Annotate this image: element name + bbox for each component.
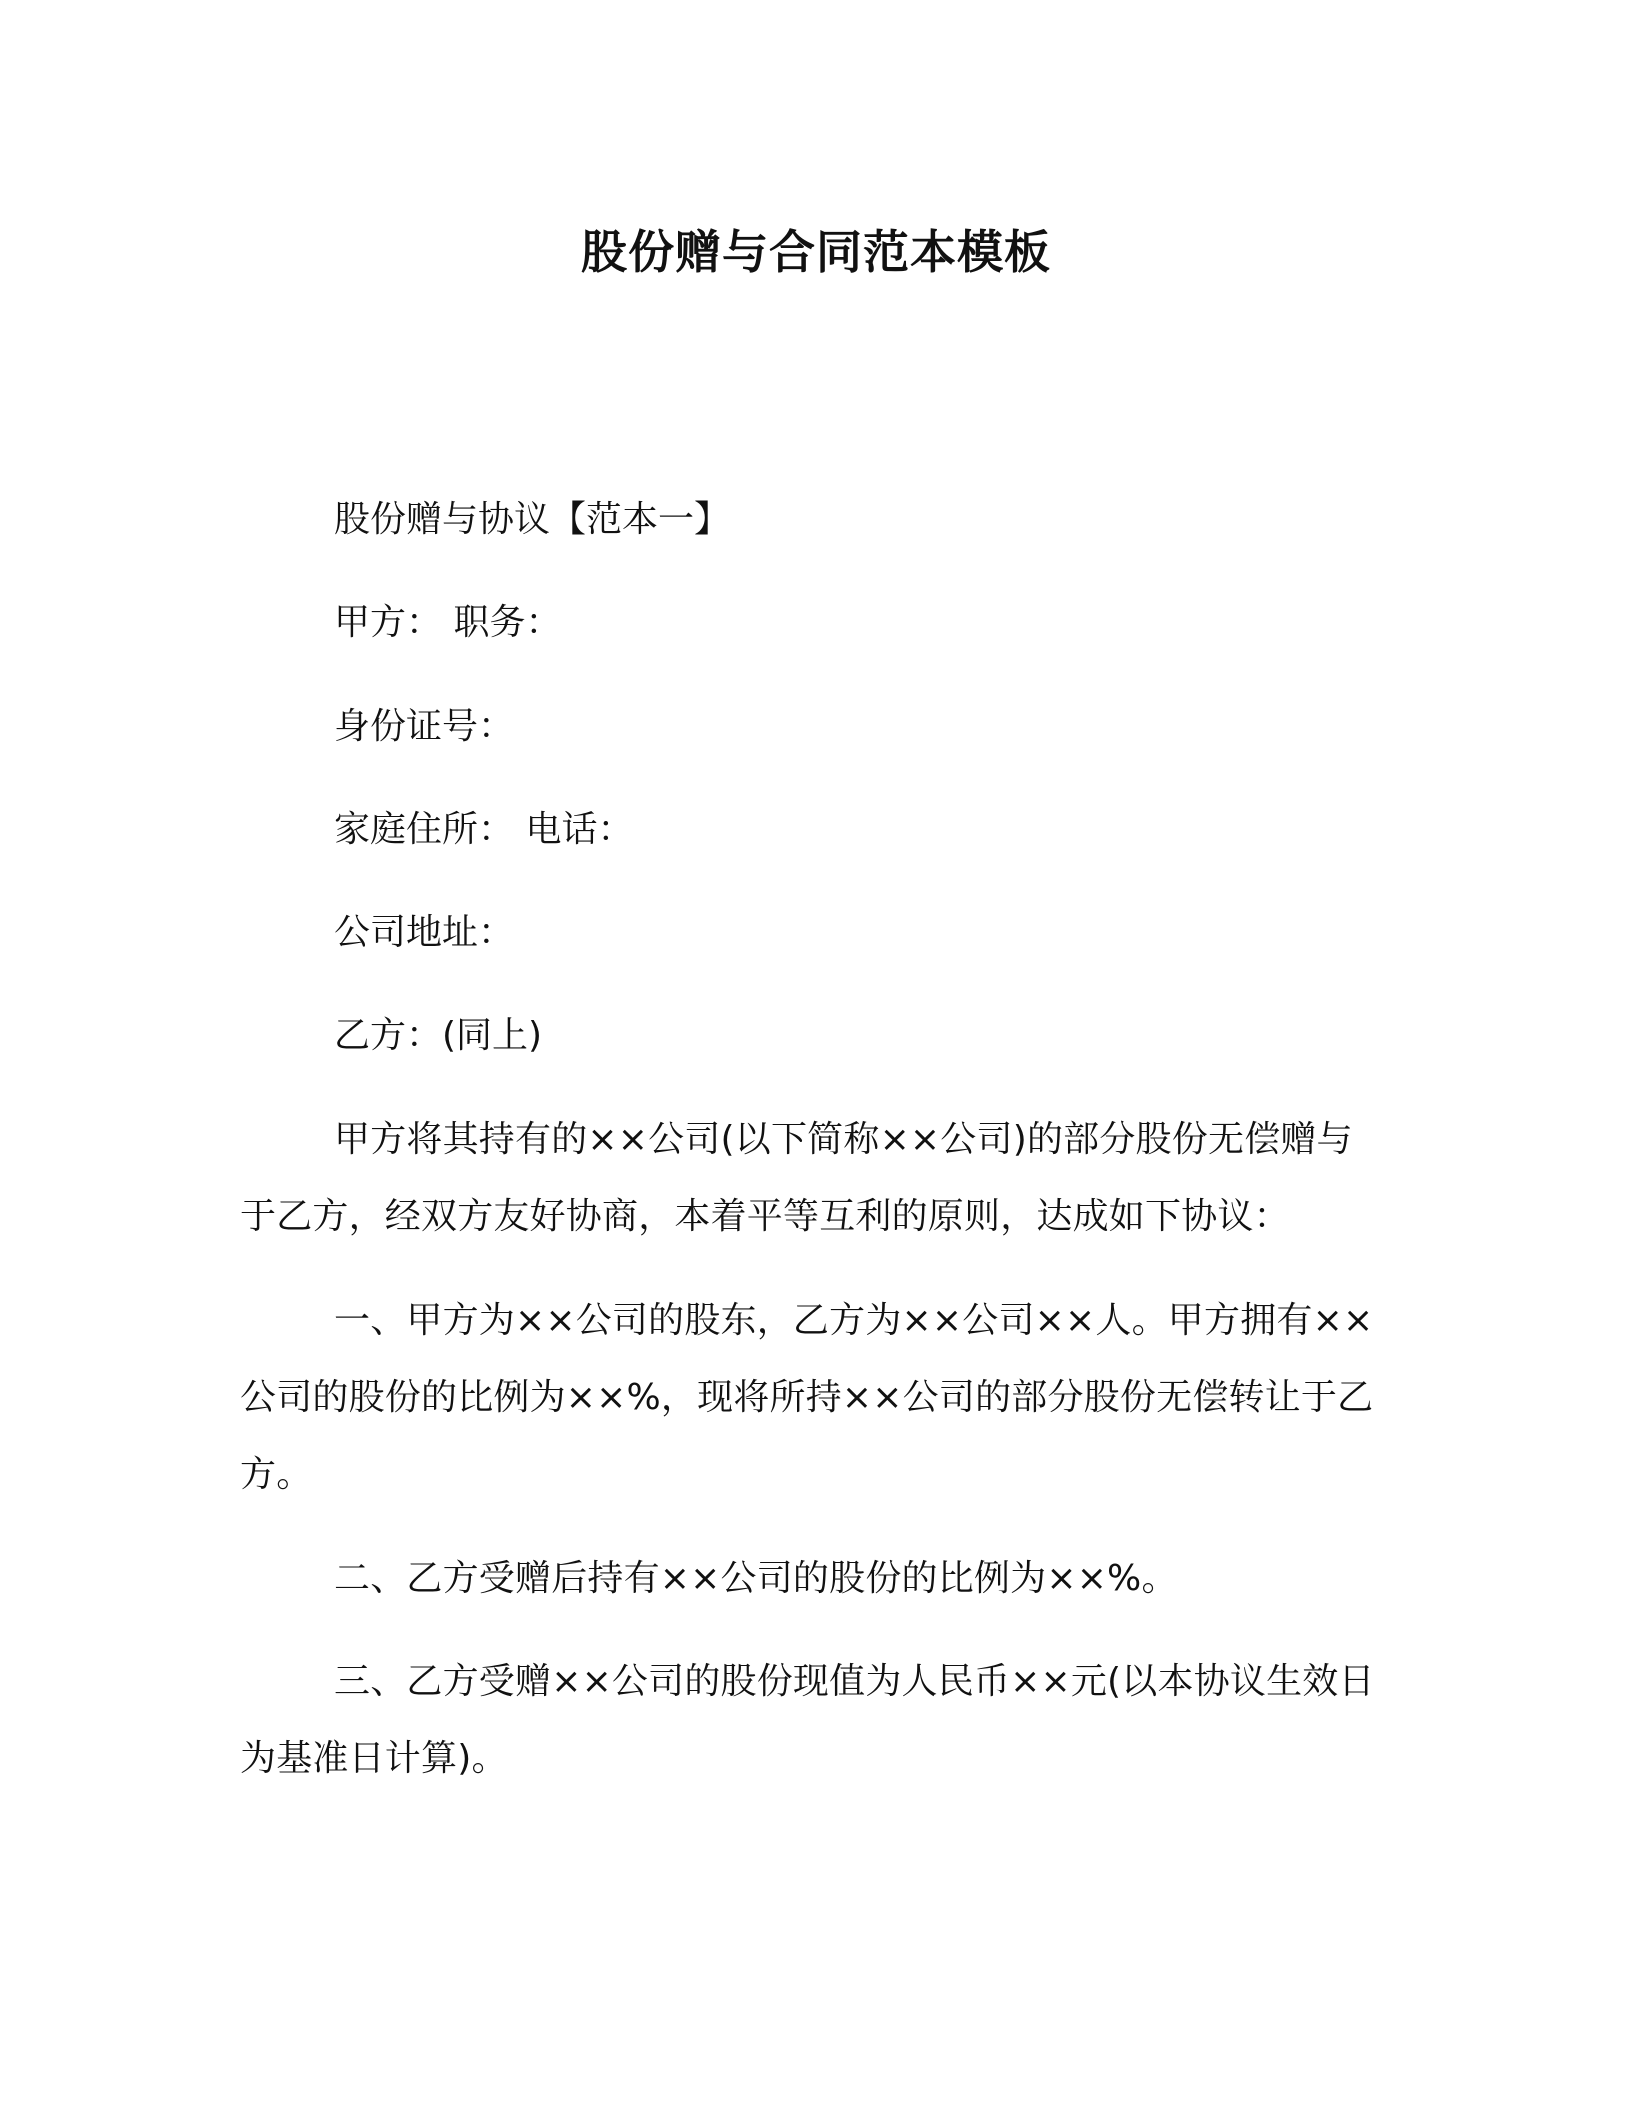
company-address-field: 公司地址： xyxy=(334,912,515,953)
home-address-field: 家庭住所： 电话： xyxy=(334,809,634,850)
id-number-field: 身份证号： xyxy=(334,706,515,747)
intro-paragraph: 甲方将其持有的××公司(以下简称××公司)的部分股份无偿赠与于乙方，经双方友好协商，本着平等互利的原则，达成如下协议： xyxy=(240,1119,1353,1237)
document-title: 股份赠与合同范本模板 xyxy=(581,225,1051,279)
agreement-subtitle: 股份赠与协议【范本一】 xyxy=(334,499,731,540)
party-b-field: 乙方：(同上) xyxy=(334,1015,543,1056)
clause-three-paragraph: 三、乙方受赠××公司的股份现值为人民币××元(以本协议生效日为基准日计算)。 xyxy=(240,1661,1375,1779)
clause-two-paragraph: 二、乙方受赠后持有××公司的股份的比例为××%。 xyxy=(334,1558,1178,1599)
party-a-field: 甲方： 职务： xyxy=(334,602,562,643)
clause-one-paragraph: 一、甲方为××公司的股东，乙方为××公司××人。甲方拥有××公司的股份的比例为××%，现将所持××公司的部分股份无偿转让于乙方。 xyxy=(240,1300,1374,1495)
